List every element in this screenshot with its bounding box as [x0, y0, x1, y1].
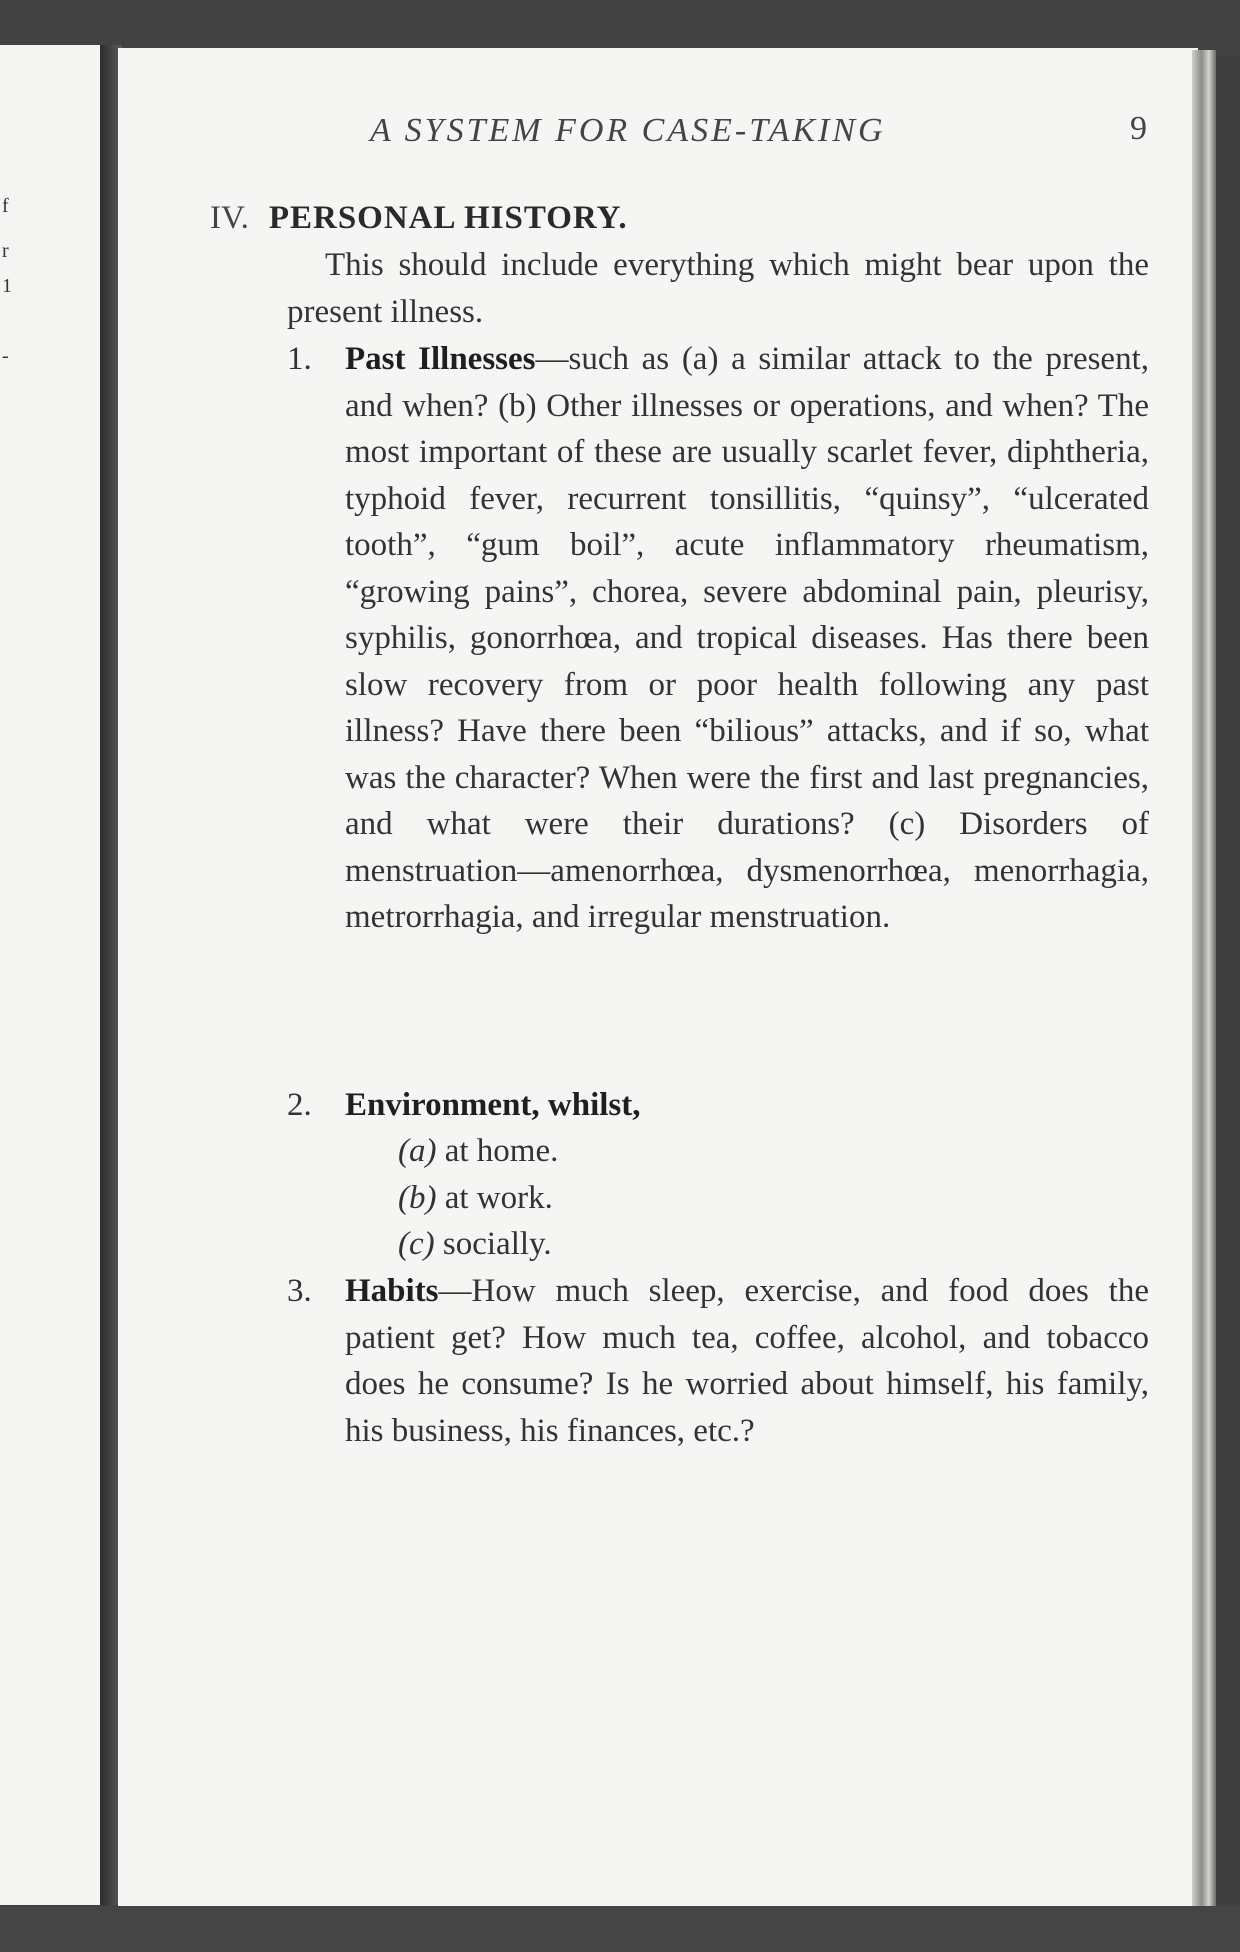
- running-head: A SYSTEM FOR CASE-TAKING: [370, 112, 886, 149]
- left-page-fragment: r: [2, 240, 9, 262]
- sub-item: [398, 1128, 558, 1175]
- list-item: [287, 1268, 1149, 1454]
- section-intro: This should include everything which might bear upon the present illness.: [287, 247, 1149, 330]
- left-page-edge: [0, 45, 105, 1905]
- item-body: [345, 1268, 1149, 1454]
- book-cover-top: [0, 0, 1240, 55]
- page-stack-edge: [1192, 50, 1216, 1908]
- item-text: —How much sleep, exercise, and food does the patient get? How much tea, coffee, alcohol, and tobacco does he consume? Is he worried about himself, his family, his business, his finances, etc.?: [345, 1273, 1149, 1449]
- sub-item-label: (a): [398, 1133, 437, 1169]
- item-body: [345, 336, 1149, 941]
- section-number: IV.: [210, 200, 249, 236]
- sub-item-text: socially.: [442, 1226, 552, 1262]
- sub-item: [398, 1175, 558, 1222]
- left-page-fragment: f: [2, 195, 9, 217]
- item-number: 3.: [287, 1273, 312, 1309]
- sub-item-label: (b): [398, 1179, 437, 1216]
- item-number: 1.: [287, 341, 312, 377]
- item-heading: Environment, whilst,: [345, 1087, 641, 1123]
- section-heading: [210, 200, 628, 237]
- left-page-fragment: 1: [2, 275, 12, 297]
- left-page-fragment: -: [2, 345, 9, 367]
- list-item: [287, 1082, 1149, 1129]
- section-title: PERSONAL HISTORY.: [268, 200, 628, 236]
- item-text: —such as (a) a similar attack to the present, and when? (b) Other illnesses or operations, and when? The most important of these are usually scarlet fever, diphtheria, typhoid fever, recurrent tonsillitis, “quinsy”, “ulcerated tooth”, “gum boil”, acute inflammatory rheumatism, “growing pains”, chorea, severe abdominal pain, pleurisy, syphilis, gonorrhœa, and tropical diseases. Has there been slow recovery from or poor health following any past illness? Have there been “bilious” attacks, and if so, what was the character? When were the first and last pregnancies, and what were their durations? (c) Disorders of menstruation—amenorrhœa, dysmenorrhœa, menorrhagia, metrorrhagia, and irregular menstruation.: [345, 341, 1150, 935]
- item-body: [345, 1082, 1149, 1129]
- sub-list: [398, 1128, 558, 1268]
- sub-item: [398, 1221, 558, 1268]
- book-cover-bottom: [0, 1906, 1240, 1952]
- item-number: 2.: [287, 1087, 312, 1123]
- sub-item-text: at home.: [444, 1133, 559, 1169]
- list-item: [287, 336, 1149, 941]
- sub-item-label: (c): [398, 1226, 435, 1262]
- sub-item-text: at work.: [444, 1179, 553, 1216]
- item-heading: Past Illnesses: [345, 341, 536, 377]
- item-heading: Habits: [345, 1273, 439, 1309]
- page-number: 9: [1130, 110, 1147, 147]
